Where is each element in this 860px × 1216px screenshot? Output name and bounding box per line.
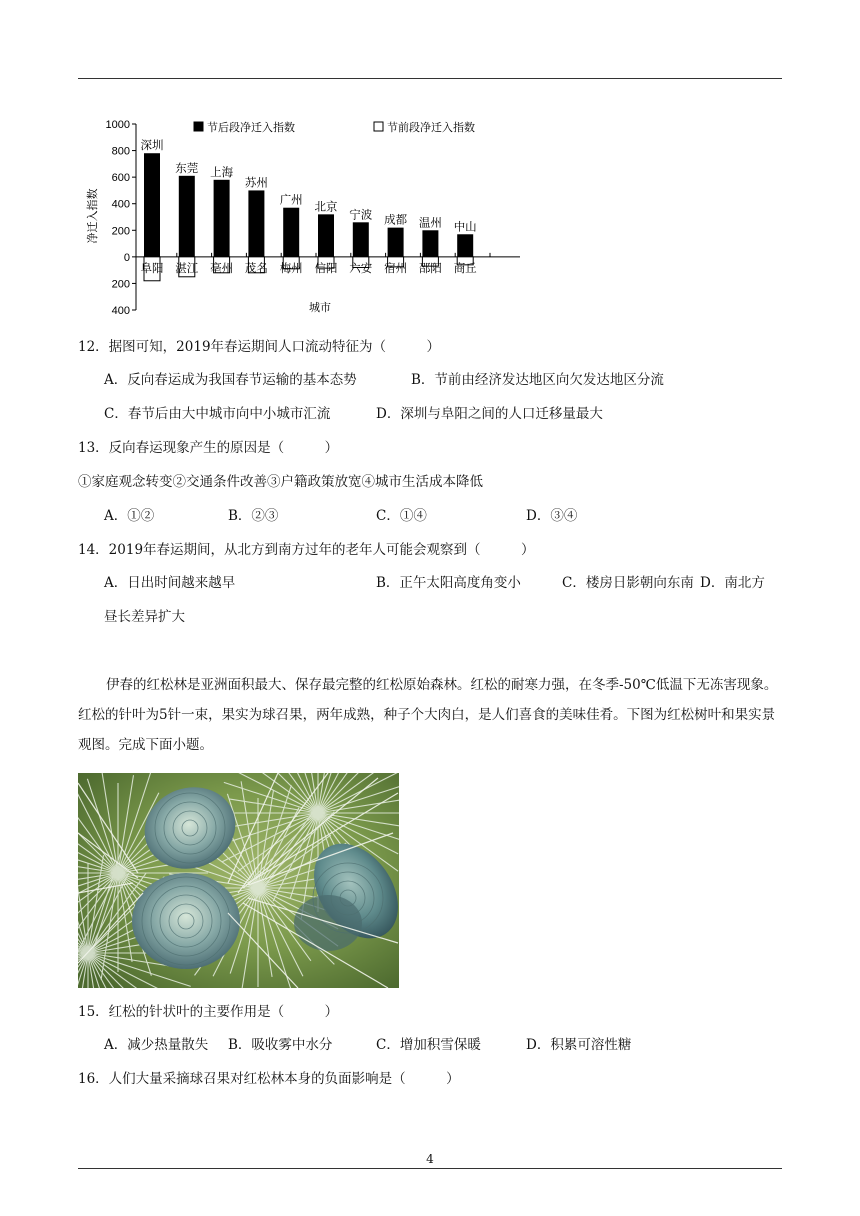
- y-tick-label: 600: [111, 172, 130, 185]
- q12-stem: 12．据图可知，2019年春运期间人口流动特征为（ ）: [78, 339, 441, 355]
- q14-option-b: B．正午太阳高度角变小: [376, 575, 521, 591]
- bar-city-label: 中山: [453, 219, 477, 234]
- bar-city-label: 深圳: [140, 138, 164, 153]
- q12-option-a: A．反向春运成为我国春节运输的基本态势: [104, 372, 357, 388]
- legend-swatch: [374, 122, 383, 131]
- passage: [78, 670, 782, 760]
- bar-city-label: 茂名: [244, 260, 268, 275]
- q13-option-a: A．①②: [104, 508, 155, 524]
- y-tick-label: 1000: [105, 119, 130, 131]
- q14-option-a: A．日出时间越来越早: [104, 575, 236, 591]
- y-tick-label: 200: [111, 225, 130, 238]
- q12-option-b: B．节前由经济发达地区向欠发达地区分流: [411, 372, 664, 388]
- bar-after-festival: [388, 228, 404, 257]
- bar-city-label: 阜阳: [140, 260, 164, 275]
- bar-after-festival: [283, 208, 299, 257]
- q14-option-d-line1: D．南北方: [700, 575, 765, 591]
- q15-option-b: B．吸收雾中水分: [228, 1037, 333, 1053]
- q13-items: ①家庭观念转变②交通条件改善③户籍政策放宽④城市生活成本降低: [78, 474, 483, 490]
- bar-after-festival: [457, 234, 473, 257]
- bar-city-label: 邵阳: [418, 260, 442, 275]
- legend-label: 节后段净迁入指数: [207, 121, 295, 134]
- bar-city-label: 东莞: [175, 160, 199, 175]
- q13-option-b: B．②③: [228, 508, 279, 524]
- bar-city-label: 信阳: [314, 260, 338, 275]
- bar-city-label: 北京: [314, 199, 338, 214]
- legend-swatch: [194, 122, 203, 131]
- header-rule: [78, 78, 782, 79]
- y-tick-label: 200: [111, 278, 130, 291]
- q13-option-d: D．③④: [526, 508, 578, 524]
- bar-city-label: 宁波: [349, 207, 373, 222]
- q12-option-c: C．春节后由大中城市向中小城市汇流: [104, 406, 331, 422]
- korean-pine-photo: [78, 773, 399, 988]
- y-tick-label: 0: [123, 251, 130, 264]
- q14-stem: 14．2019年春运期间，从北方到南方过年的老年人可能会观察到（ ）: [78, 542, 535, 558]
- bar-city-label: 广州: [279, 192, 303, 207]
- y-tick-label: 800: [111, 145, 130, 158]
- bar-city-label: 上海: [210, 164, 234, 179]
- legend-label: 节前段净迁入指数: [387, 121, 475, 134]
- bar-city-label: 温州: [418, 215, 442, 230]
- page-number: 4: [426, 1152, 434, 1166]
- x-axis-label: 城市: [309, 302, 331, 314]
- bar-after-festival: [248, 190, 264, 256]
- migration-index-chart: [78, 108, 538, 320]
- q15-option-d: D．积累可溶性糖: [526, 1037, 632, 1053]
- q15-stem: 15．红松的针状叶的主要作用是（ ）: [78, 1004, 339, 1020]
- y-tick-label: 400: [111, 198, 130, 211]
- q14-option-c: C．楼房日影朝向东南: [562, 575, 694, 591]
- q13-option-c: C．①④: [376, 508, 427, 524]
- bar-city-label: 成都: [384, 212, 408, 227]
- y-axis-label: 净迁入指数: [87, 188, 99, 244]
- bar-city-label: 苏州: [244, 175, 268, 190]
- q14-option-d-line2: 昼长差异扩大: [104, 609, 185, 625]
- q16-stem: 16．人们大量采摘球召果对红松林本身的负面影响是（ ）: [78, 1071, 460, 1087]
- bar-city-label: 宿州: [384, 260, 408, 275]
- bar-city-label: 湛江: [175, 260, 199, 275]
- footer-rule: [78, 1168, 782, 1169]
- q15-option-a: A．减少热量散失: [104, 1037, 209, 1053]
- y-tick-label: 400: [111, 305, 130, 317]
- passage-text: 伊春的红松林是亚洲面积最大、保存最完整的红松原始森林。红松的耐寒力强，在冬季-50℃低温下无冻害现象。红松的针叶为5针一束，果实为球召果，两年成熟，种子个大肉白，是人们喜食的美味佳肴。下图为红松树叶和果实景观图。完成下面小题。: [78, 677, 778, 753]
- bar-city-label: 商丘: [453, 260, 477, 275]
- q12-option-d: D．深圳与阜阳之间的人口迁移量最大: [376, 406, 603, 422]
- bar-after-festival: [422, 230, 438, 257]
- bar-city-label: 亳州: [210, 260, 234, 275]
- bar-after-festival: [214, 180, 230, 257]
- bar-city-label: 梅州: [279, 260, 303, 275]
- bar-city-label: 六安: [349, 260, 373, 275]
- bar-after-festival: [318, 214, 334, 257]
- bar-after-festival: [353, 222, 369, 257]
- bar-after-festival: [144, 153, 160, 257]
- q13-stem: 13．反向春运现象产生的原因是（ ）: [78, 440, 339, 456]
- q15-option-c: C．增加积雪保暖: [376, 1037, 481, 1053]
- bar-after-festival: [179, 176, 195, 257]
